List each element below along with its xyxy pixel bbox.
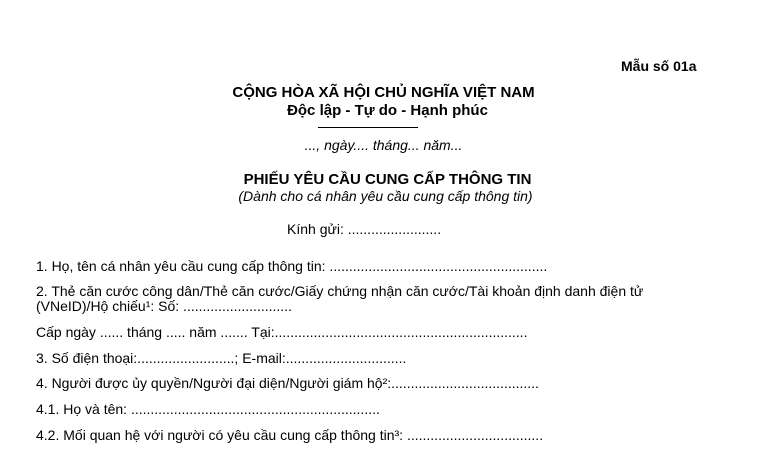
field-id-document-line1: 2. Thẻ căn cước công dân/Thẻ căn cước/Giấy chứng nhận căn cước/Tài khoản định danh điện tử [36,283,644,299]
field-relationship: 4.2. Mối quan hệ với người có yêu cầu cung cấp thông tin³: ................................... [36,427,544,443]
field-phone-email: 3. Số điện thoại:.........................; E-mail:............................... [36,350,407,366]
document-title: PHIẾU YÊU CẦU CUNG CẤP THÔNG TIN [243,171,532,188]
field-requester-name: 1. Họ, tên cá nhân yêu cầu cung cấp thông tin: ........................................................ [36,258,548,274]
field-representative-name: 4.1. Họ và tên: ................................................................ [36,401,380,417]
header-divider [318,127,418,128]
national-title: CỘNG HÒA XÃ HỘI CHỦ NGHĨA VIỆT NAM [232,84,535,101]
form-code: Mẫu số 01a [621,58,697,74]
field-representative: 4. Người được ủy quyền/Người đại diện/Người giám hộ²:...................................... [36,375,539,391]
national-motto: Độc lập - Tự do - Hạnh phúc [287,102,488,119]
field-issue-date-place: Cấp ngày ...... tháng ..... năm ....... Tại:................................................................. [36,324,528,340]
greeting-line: Kính gửi: ........................ [287,221,442,237]
field-id-document-line2: (VNeID)/Hộ chiếu¹: Số: ............................ [36,298,292,314]
date-line: ..., ngày.... tháng... năm... [304,137,463,153]
document-subtitle: (Dành cho cá nhân yêu cầu cung cấp thông tin) [238,188,533,204]
